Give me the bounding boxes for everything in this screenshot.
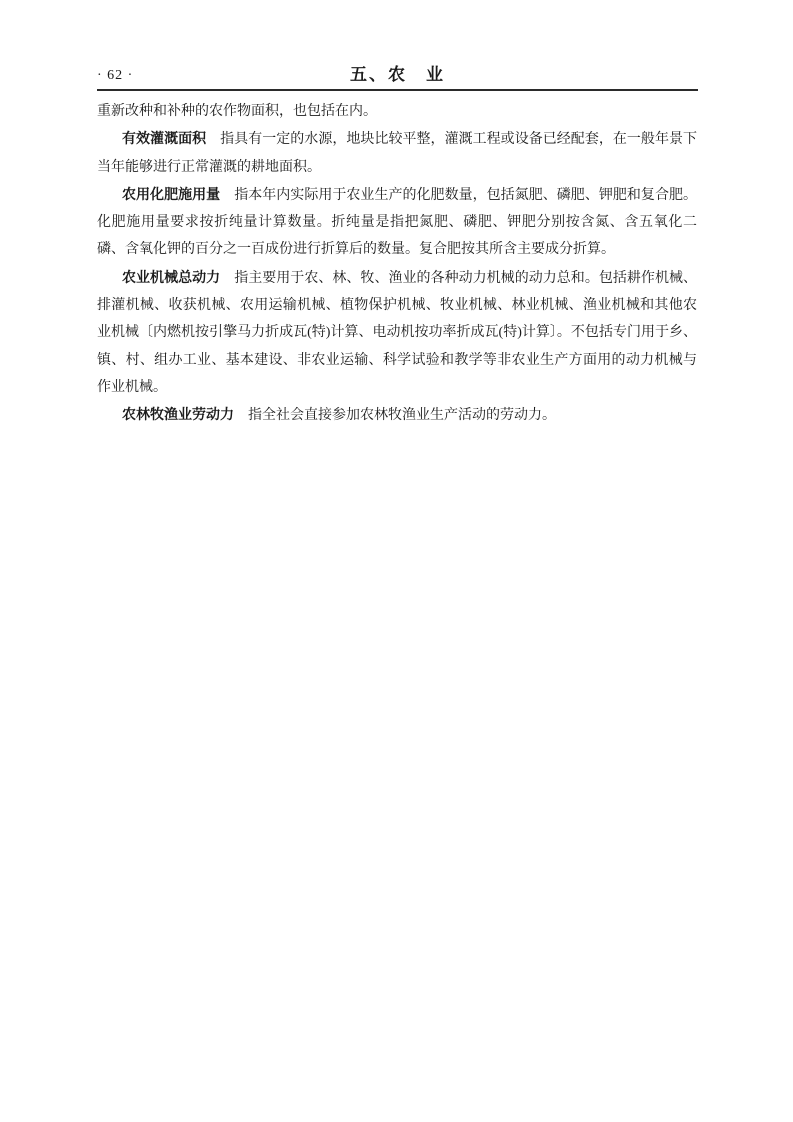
term-effective-irrigated-area: 有效灌溉面积 bbox=[122, 130, 207, 147]
page-number: · 62 · bbox=[97, 68, 134, 83]
paragraph-text: 指具有一定的水源，地块比较平整，灌溉工程或设备已经配套，在一般年景下当年能够进行正常灌溉的耕地面积。 bbox=[97, 132, 698, 175]
term-agri-labor-force: 农林牧渔业劳动力 bbox=[122, 406, 234, 423]
paragraph-text: 指本年内实际用于农业生产的化肥数量，包括氮肥、磷肥、钾肥和复合肥。化肥施用量要求按折纯量计算数量。折纯量是指把氮肥、磷肥、钾肥分别按含氮、含五氧化二磷、含氧化钾的百分之一百成份进行折算后的数量。复合肥按其所含主要成分折算。 bbox=[97, 187, 698, 258]
paragraph-agri-labor-force bbox=[97, 401, 697, 429]
paragraph-text: 指主要用于农、林、牧、渔业的各种动力机械的动力总和。包括耕作机械、排灌机械、收获机械、农用运输机械、植物保护机械、牧业机械、林业机械、渔业机械和其他农业机械〔内燃机按引擎马力折成瓦(特)计算、电动机按功率折成瓦(特)计算〕。不包括专门用于乡、镇、村、组办工业、基本建设、非农业运输、科学试验和教学等非农业生产方面用的动力机械与作业机械。 bbox=[97, 270, 698, 395]
body-text bbox=[97, 98, 697, 430]
section-title: 五、农 业 bbox=[350, 65, 445, 84]
paragraph-machinery-total-power bbox=[97, 264, 697, 401]
paragraph-continuation bbox=[97, 98, 697, 125]
term-machinery-total-power: 农业机械总动力 bbox=[122, 268, 221, 285]
running-head bbox=[97, 62, 698, 91]
term-fertilizer-application: 农用化肥施用量 bbox=[122, 185, 221, 202]
paragraph-text: 指全社会直接参加农林牧渔业生产活动的劳动力。 bbox=[248, 408, 556, 424]
paragraph-text: 重新改种和补种的农作物面积，也包括在内。 bbox=[97, 104, 377, 119]
paragraph-fertilizer-application bbox=[97, 181, 697, 264]
paragraph-effective-irrigated-area bbox=[97, 125, 697, 181]
